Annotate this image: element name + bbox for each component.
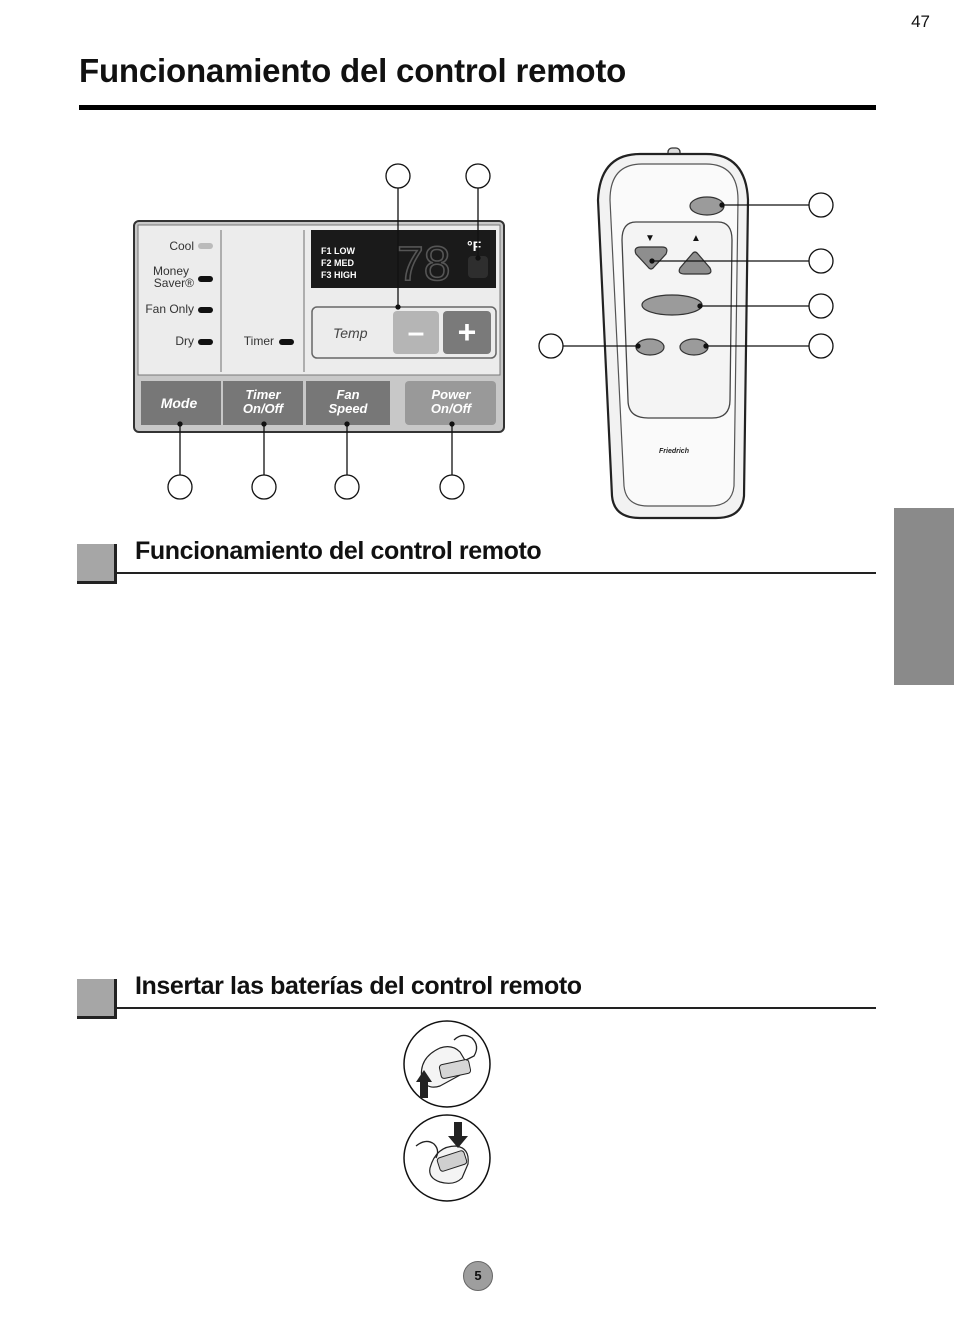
remote-control	[598, 148, 748, 518]
page-title: Funcionamiento del control remoto	[79, 52, 627, 89]
controls-diagram	[0, 0, 954, 530]
mode-label-money: Money	[152, 264, 189, 278]
remote-power-button	[690, 197, 724, 215]
page-number: 47	[911, 12, 930, 31]
battery-insert-illustration	[404, 1115, 490, 1201]
svg-text:Timer: Timer	[245, 387, 281, 402]
side-tab	[894, 508, 954, 685]
plus-symbol: +	[457, 314, 477, 350]
timer-label: Timer	[243, 334, 274, 348]
temp-label: Temp	[333, 325, 368, 341]
section-title: Insertar las baterías del control remoto	[135, 972, 582, 1000]
svg-text:Power: Power	[431, 387, 471, 402]
up-arrow-icon: ▲	[691, 233, 701, 244]
page-number-badge: 5	[463, 1261, 493, 1291]
fan-speed-f3: F3 HIGH	[321, 270, 357, 280]
minus-symbol: –	[407, 316, 425, 349]
timer-led	[279, 339, 294, 345]
remote-brand: Friedrich	[659, 448, 689, 455]
svg-text:Fan: Fan	[336, 387, 360, 402]
remote-mode-button	[642, 295, 702, 315]
section-title: Funcionamiento del control remoto	[135, 537, 542, 565]
fan-speed-f2: F2 MED	[321, 258, 355, 268]
section-remote-operation	[77, 537, 876, 585]
section-insert-batteries	[77, 972, 876, 1020]
battery-illustrations	[400, 1018, 496, 1208]
mode-label-cool: Cool	[169, 239, 194, 253]
mode-label-saver: Saver®	[153, 276, 194, 290]
svg-text:On/Off: On/Off	[430, 401, 472, 416]
mode-label-fan-only: Fan Only	[145, 302, 194, 316]
mode-led-cool	[198, 243, 213, 249]
mode-led-dry	[198, 339, 213, 345]
mode-button-label: Mode	[160, 395, 198, 411]
battery-cover-removal-illustration	[404, 1021, 490, 1107]
section-marker	[77, 544, 117, 584]
section-marker	[77, 979, 117, 1019]
mode-led-money-saver	[198, 276, 213, 282]
svg-text:Speed: Speed	[328, 401, 368, 416]
down-arrow-icon: ▼	[645, 233, 655, 244]
mode-label-dry: Dry	[175, 334, 194, 348]
fan-speed-f1: F1 LOW	[321, 246, 355, 256]
display-digits: 78	[397, 238, 451, 291]
mode-led-fan-only	[198, 307, 213, 313]
svg-text:On/Off: On/Off	[242, 401, 284, 416]
degree-unit: °F	[467, 238, 482, 254]
